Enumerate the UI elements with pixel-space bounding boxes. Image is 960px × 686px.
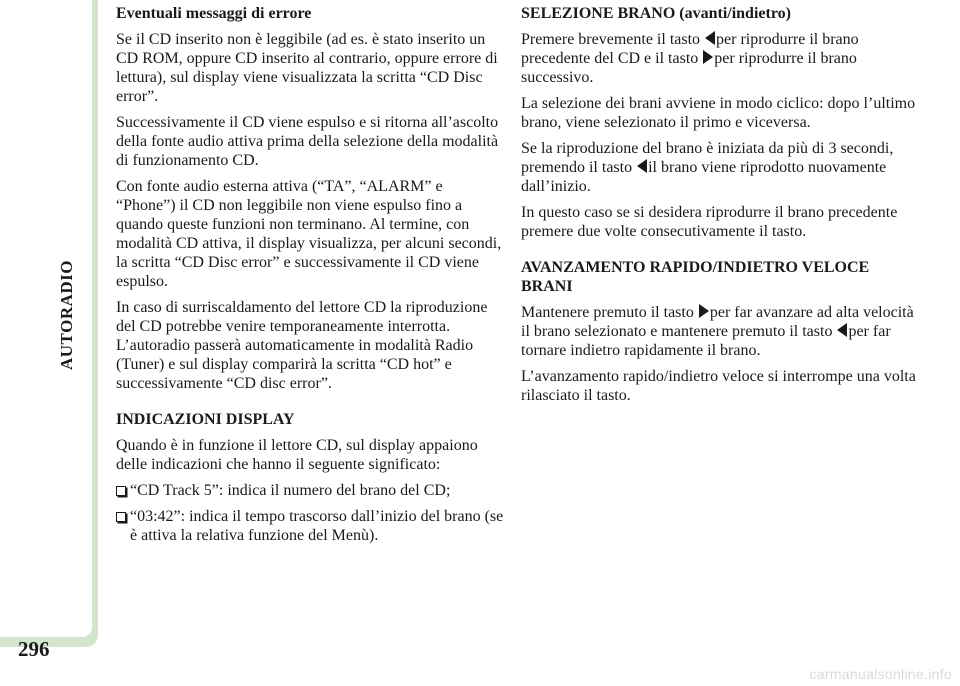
- paragraph: [521, 30, 923, 87]
- error-messages-heading: Eventuali messaggi di errore: [116, 5, 312, 22]
- paragraph: In questo caso se si desidera riprodurre il brano precedente premere due volte consecutivamente il tasto.: [521, 204, 898, 240]
- text-run: per riprodurre il brano precedente del CD e il tasto: [521, 31, 859, 67]
- paragraph: La selezione dei brani avviene in modo ciclico: dopo l’ultimo brano, viene selezionato il primo e viceversa.: [521, 95, 916, 131]
- right-column: [521, 4, 923, 412]
- paragraph: In caso di surriscaldamento del lettore CD la riproduzione del CD potrebbe venire temporaneamente interrotta. L’autoradio passerà automaticamente in modalità Radio (Tuner) e sul display comparirà la scritta “CD hot” e successivamente “CD disc error”.: [116, 299, 488, 392]
- text-run: Premere brevemente il tasto: [521, 31, 705, 48]
- previous-track-icon: [637, 159, 647, 173]
- list-item-text: “03:42”: indica il tempo trascorso dall’inizio del brano (se è attiva la relativa funzione del Menù).: [130, 508, 504, 544]
- paragraph: Se il CD inserito non è leggibile (ad es. è stato inserito un CD ROM, oppure CD inserito al contrario, oppure errore di lettura), sul display viene visualizzata la scritta “CD Disc error”.: [116, 31, 498, 105]
- text-run: il brano viene riprodotto nuovamente dall’inizio.: [521, 159, 887, 195]
- paragraph: L’avanzamento rapido/indietro veloce si interrompe una volta rilasciato il tasto.: [521, 368, 916, 404]
- text-run: per far avanzare ad alta velocità il brano selezionato e mantenere premuto il tasto: [521, 304, 914, 340]
- list-item: [116, 481, 504, 500]
- display-indications-heading: INDICAZIONI DISPLAY: [116, 411, 295, 428]
- track-selection-heading: SELEZIONE BRANO (avanti/indietro): [521, 5, 791, 22]
- watermark: carmanualsonline.info: [809, 666, 952, 682]
- checkbox-bullet-icon: [116, 512, 126, 522]
- chapter-tab: [0, 0, 98, 647]
- previous-track-icon: [837, 323, 847, 337]
- paragraph: Quando è in funzione il lettore CD, sul display appaiono delle indicazioni che hanno il seguente significato:: [116, 437, 478, 473]
- paragraph: [521, 139, 923, 196]
- list-item: [116, 507, 504, 545]
- fast-forward-rewind-heading: AVANZAMENTO RAPIDO/INDIETRO VELOCE BRANI: [521, 259, 870, 295]
- paragraph: [521, 303, 923, 360]
- text-run: Mantenere premuto il tasto: [521, 304, 698, 321]
- paragraph: Con fonte audio esterna attiva (“TA”, “ALARM” e “Phone”) il CD non leggibile non viene espulso fino a quando queste funzioni non terminano. Al termine, con modalità CD attiva, il display visualizza, per alcuni secondi, la scritta “CD Disc error” e successivamente il CD viene espulso.: [116, 178, 502, 290]
- text-run: per far tornare indietro rapidamente il brano.: [521, 323, 891, 359]
- text-run: per riprodurre il brano successivo.: [521, 50, 857, 86]
- chapter-tab-inner: [0, 0, 92, 637]
- previous-track-icon: [705, 31, 715, 45]
- checkbox-bullet-icon: [116, 486, 126, 496]
- chapter-side-label: AUTORADIO: [57, 260, 76, 370]
- page-number: 296: [18, 637, 50, 661]
- bullet-list: [116, 481, 504, 545]
- next-track-icon: [699, 304, 709, 318]
- text-run: Se la riproduzione del brano è iniziata da più di 3 secondi, premendo il tasto: [521, 140, 894, 176]
- paragraph: Successivamente il CD viene espulso e si ritorna all’ascolto della fonte audio attiva prima della selezione della modalità di funzionamento CD.: [116, 114, 499, 169]
- left-column: [116, 4, 504, 552]
- next-track-icon: [703, 50, 713, 64]
- list-item-text: “CD Track 5”: indica il numero del brano del CD;: [130, 482, 451, 499]
